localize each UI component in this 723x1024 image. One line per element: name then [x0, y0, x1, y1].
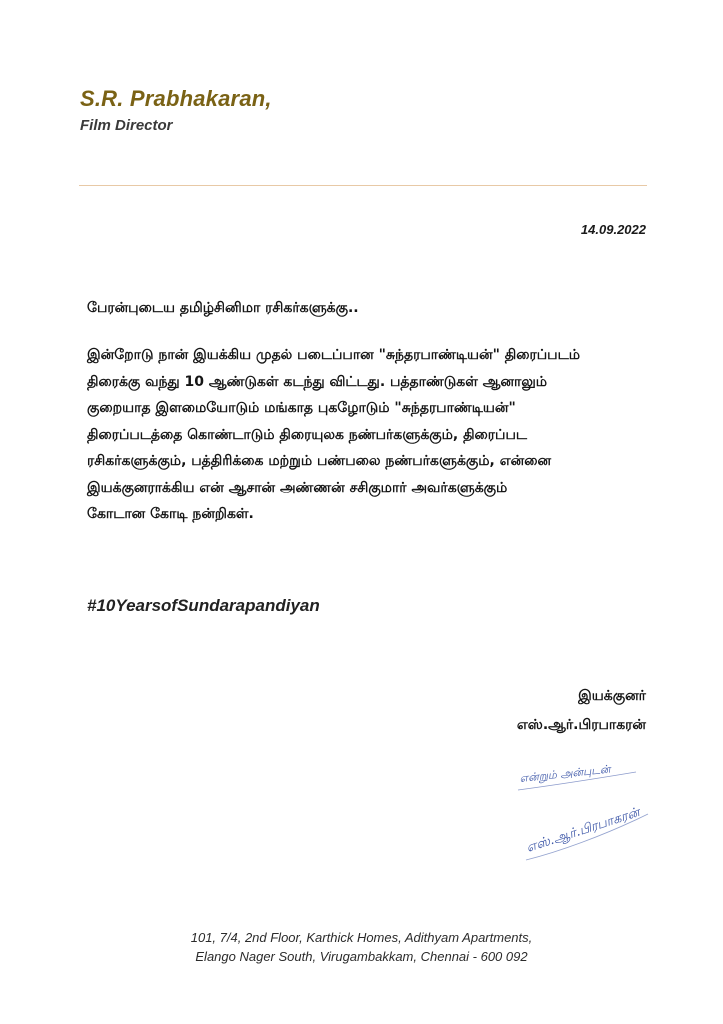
letter-body: [87, 342, 653, 528]
hashtag: #10YearsofSundarapandiyan: [87, 596, 320, 615]
body-line: திரைக்கு வந்து 10 ஆண்டுகள் கடந்து விட்டது. பத்தாண்டுகள் ஆனாலும்: [87, 373, 548, 390]
signoff-name: எஸ்.ஆர்.பிரபாகரன்: [516, 717, 646, 733]
signoff-role: இயக்குனர்: [578, 688, 646, 704]
signature-line-2: எஸ்.ஆர்.பிரபாகரன்: [524, 804, 642, 856]
signature-line-1: என்றும் அன்புடன்: [518, 762, 612, 785]
address-line-2: Elango Nager South, Virugambakkam, Chennai - 600 092: [195, 949, 528, 964]
body-line: இன்றோடு நான் இயக்கிய முதல் படைப்பான "சுந்தரபாண்டியன்" திரைப்படம்: [87, 347, 580, 363]
body-line: திரைப்படத்தை கொண்டாடும் திரையுலக நண்பர்களுக்கும், திரைப்பட: [87, 426, 528, 443]
letterhead-title: Film Director: [80, 117, 173, 134]
header-divider: [79, 185, 647, 186]
letter-date: 14.09.2022: [580, 222, 646, 237]
salutation: பேரன்புடைய தமிழ்சினிமா ரசிகர்களுக்கு..: [87, 300, 359, 316]
body-line: குறையாத இளமையோடும் மங்காத புகழோடும் "சுந்தரபாண்டியன்": [87, 400, 516, 416]
body-line: இயக்குனராக்கிய என் ஆசான் அண்ணன் சசிகுமார் அவர்களுக்கும்: [87, 479, 508, 496]
handwritten-signature: [508, 756, 658, 866]
body-line: ரசிகர்களுக்கும், பத்திரிக்கை மற்றும் பண்பலை நண்பர்களுக்கும், என்னை: [87, 453, 552, 469]
body-line: கோடான கோடி நன்றிகள்.: [87, 506, 254, 522]
address-line-1: 101, 7/4, 2nd Floor, Karthick Homes, Adithyam Apartments,: [190, 930, 533, 945]
letterhead-name: S.R. Prabhakaran,: [80, 86, 272, 111]
